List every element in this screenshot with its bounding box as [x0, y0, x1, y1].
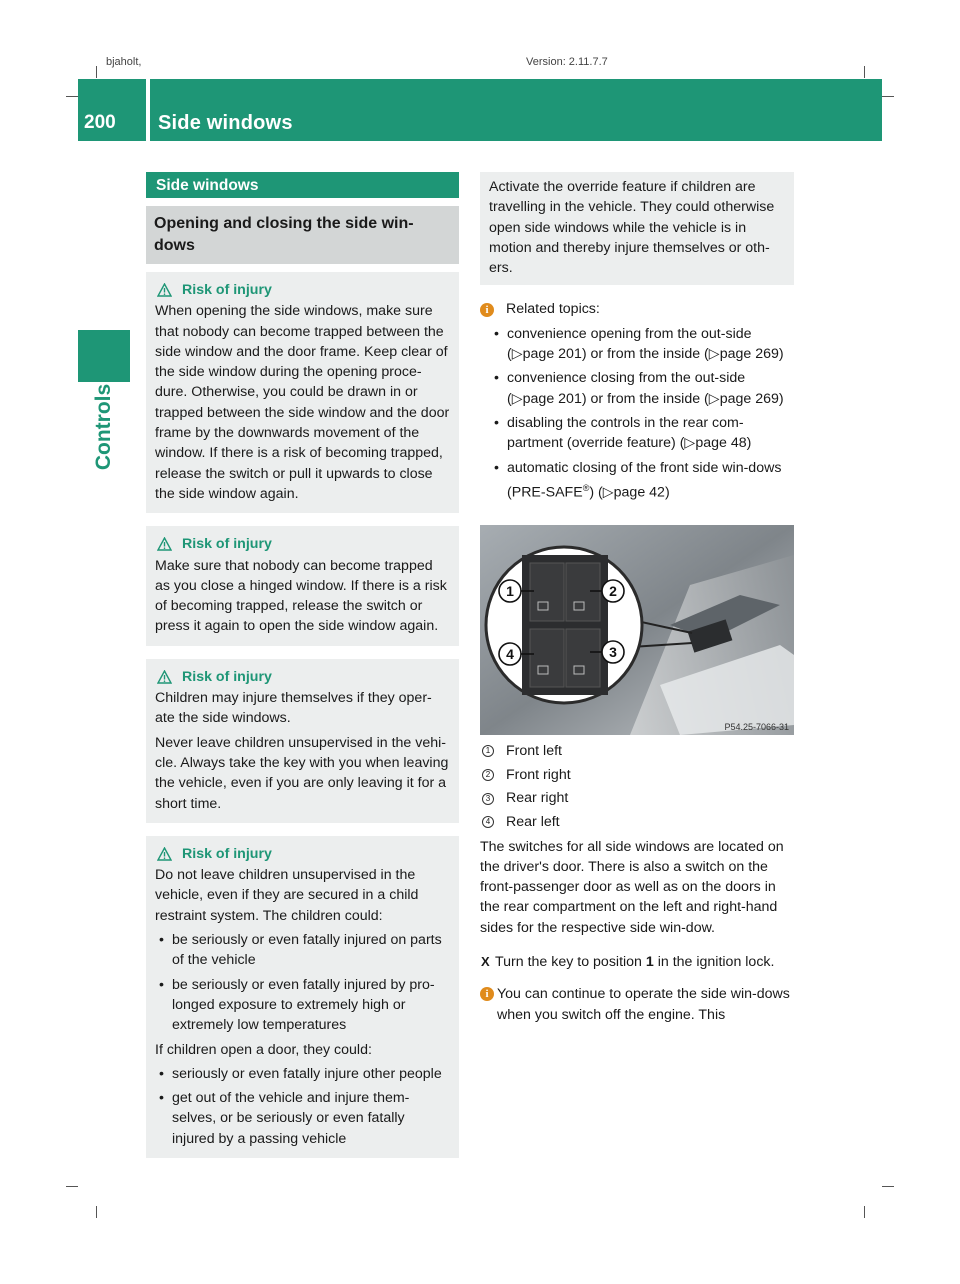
chapter-tab — [78, 330, 130, 382]
left-column — [146, 172, 459, 1158]
header-divider — [146, 79, 150, 141]
crop-mark — [882, 1186, 894, 1187]
crop-mark — [96, 1206, 97, 1218]
crop-mark — [96, 66, 97, 78]
warning-triangle-icon — [157, 847, 172, 861]
crop-mark — [864, 66, 865, 78]
window-switch-photo — [480, 525, 794, 735]
page-number: 200 — [84, 112, 116, 133]
warning-triangle-icon — [157, 670, 172, 684]
legend-item: 3 Rear right — [480, 788, 794, 808]
crop-mark — [882, 96, 894, 97]
warning-box — [146, 659, 459, 823]
info-icon: i — [480, 987, 494, 1001]
related-topics-heading: i Related topics: — [480, 299, 794, 319]
legend-item: 4 Rear left — [480, 812, 794, 832]
page-reference-link[interactable]: page 269 — [719, 390, 779, 407]
callout-1: 1 — [506, 582, 514, 599]
page-title: Side windows — [158, 112, 293, 134]
callout-3: 3 — [609, 643, 617, 660]
photo-code: P54.25-7066-31 — [724, 721, 789, 732]
info-icon: i — [480, 303, 494, 317]
warning-box — [146, 526, 459, 645]
warning-heading: Risk of injury — [155, 844, 450, 864]
instruction-step: X Turn the key to position 1 in the ignition lock. — [480, 952, 794, 972]
subsection-title: Opening and closing the side win- dows — [146, 206, 459, 264]
page-reference-link[interactable]: page 201 — [522, 346, 582, 363]
warning-heading: Risk of injury — [155, 667, 450, 687]
warning-text: Make sure that nobody can become trapped as you close a hinged window. If there is a risk of becoming trapped, release the switch or press it again to open the side window again. — [155, 557, 447, 635]
callout-4: 4 — [506, 645, 514, 662]
chapter-label: Controls — [92, 383, 115, 471]
list-item: • convenience closing from the out-side (▷page 201) or from the inside (▷page 269) — [490, 368, 794, 409]
page-reference-link[interactable]: page 48 — [695, 435, 747, 452]
list-item: • be seriously or even fatally injured on parts of the vehicle — [155, 930, 450, 971]
page-reference-link[interactable]: page 269 — [719, 346, 779, 363]
meta-version: Version: 2.11.7.7 — [526, 56, 608, 68]
page-reference-link[interactable]: page 201 — [522, 390, 582, 407]
list-item: • seriously or even fatally injure other people — [155, 1064, 450, 1084]
override-note-box: Activate the override feature if children are travelling in the vehicle. They could otherwise open side windows while the vehicle is in motion and thereby injure themselves or oth-ers. — [480, 172, 794, 285]
warning-text: Children may injure themselves if they oper-ate the side windows. — [155, 690, 432, 727]
body-text: The switches for all side windows are located on the driver's door. There is also a switch on the front-passenger door as well as on the doors in the rear compartment on the left and right-hand sides for the respective side win-dow. — [480, 838, 784, 936]
warning-text: Never leave children unsupervised in the vehi-cle. Always take the key with you when leaving the vehicle, even if you are only leaving it for a short time. — [155, 734, 449, 812]
warning-triangle-icon — [157, 283, 172, 297]
meta-author: bjaholt, — [106, 56, 142, 68]
section-title: Side windows — [146, 172, 459, 198]
warning-box — [146, 272, 459, 513]
warning-text: Do not leave children unsupervised in the vehicle, even if they are secured in a child restraint system. The children could: — [155, 867, 419, 924]
list-item: • get out of the vehicle and injure them-selves, or be seriously or even fatally injured by a passing vehicle — [155, 1088, 450, 1149]
crop-mark — [66, 96, 78, 97]
warning-heading: Risk of injury — [155, 280, 450, 300]
info-note: i You can continue to operate the side win-dows when you switch off the engine. This — [480, 984, 794, 1025]
legend-item: 1 Front left — [480, 741, 794, 761]
page-reference-link[interactable]: page 42 — [613, 484, 665, 501]
warning-text: When opening the side windows, make sure that nobody can become trapped between the side window and the door frame. Keep clear of the side window during the opening proce-dure. Otherwise, you could be drawn in or trapped between the side window and the door frame by the downwards movement of the window. If there is a risk of becoming trapped, release the switch or pull it upwards to close the side window again. — [155, 303, 450, 502]
window-switch-illustration — [480, 525, 794, 735]
crop-mark — [66, 1186, 78, 1187]
legend — [480, 741, 794, 833]
warning-text: If children open a door, they could: — [155, 1041, 372, 1058]
warning-box — [146, 836, 459, 1158]
list-item: • automatic closing of the front side win-dows (PRE-SAFE®) (▷page 42) — [490, 458, 794, 503]
warning-heading: Risk of injury — [155, 534, 450, 554]
list-item: • disabling the controls in the rear com-partment (override feature) (▷page 48) — [490, 413, 794, 454]
callout-2: 2 — [609, 582, 617, 599]
crop-mark — [864, 1206, 865, 1218]
warning-triangle-icon — [157, 537, 172, 551]
right-column — [480, 172, 794, 1025]
list-item: • convenience opening from the out-side (▷page 201) or from the inside (▷page 269) — [490, 324, 794, 365]
list-item: • be seriously or even fatally injured by pro-longed exposure to extremely high or extremely low temperatures — [155, 975, 450, 1036]
legend-item: 2 Front right — [480, 765, 794, 785]
